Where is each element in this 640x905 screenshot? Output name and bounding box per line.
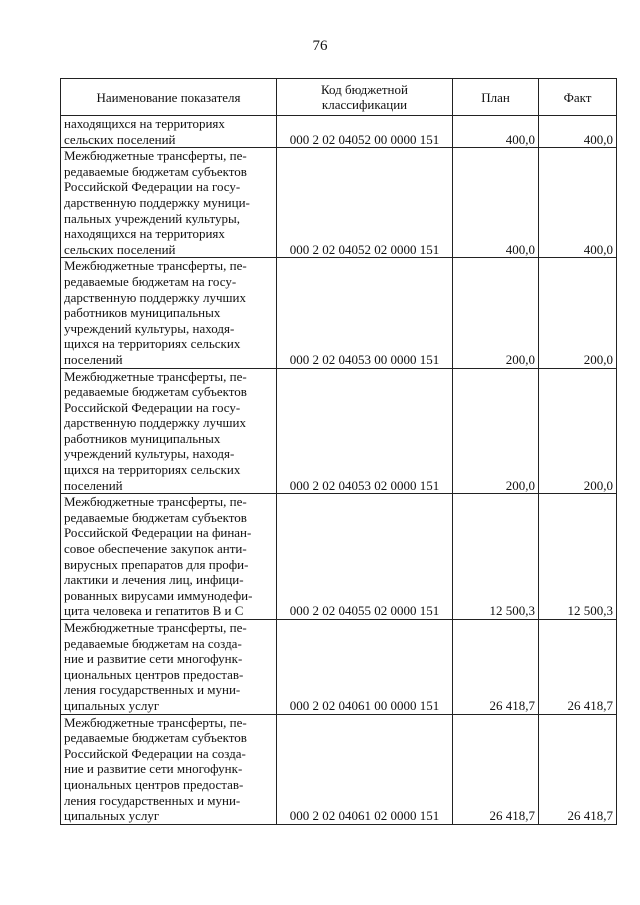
row-name-line: лактики и лечения лиц, инфици-: [64, 572, 244, 588]
row-name-line: дарственную поддержку лучших: [64, 289, 246, 305]
row-plan: 26 418,7: [453, 620, 539, 715]
row-name-line: Российской Федерации на финан-: [64, 525, 252, 541]
row-name-line: циональных центров предостав-: [64, 666, 244, 682]
row-code: 000 2 02 04053 00 0000 151: [277, 258, 453, 368]
row-name-line: ципальных услуг: [64, 697, 160, 713]
row-plan: 26 418,7: [453, 714, 539, 824]
row-name-line: редаваемые бюджетам субъектов: [64, 163, 247, 179]
row-fact: 26 418,7: [539, 714, 617, 824]
row-name-line: поселений: [64, 477, 123, 493]
row-name-line: Межбюджетные трансферты, пе-: [64, 620, 247, 635]
header-code: [277, 79, 453, 116]
row-name-line: учреждений культуры, находя-: [64, 446, 235, 462]
row-plan: 400,0: [453, 148, 539, 258]
row-name: [61, 368, 277, 494]
row-name-line: вирусных препаратов для профи-: [64, 556, 249, 572]
row-name-line: находящихся на территориях: [64, 116, 225, 131]
row-name: [61, 258, 277, 368]
row-name-line: учреждений культуры, находя-: [64, 320, 235, 336]
row-name-line: сельских поселений: [64, 131, 176, 147]
table-row: [61, 620, 617, 715]
row-name-line: ципальных услуг: [64, 808, 160, 824]
row-name-line: редаваемые бюджетам на госу-: [64, 273, 237, 289]
row-name-line: Межбюджетные трансферты, пе-: [64, 494, 247, 510]
header-code-line1: Код бюджетной: [321, 82, 408, 97]
row-fact: 400,0: [539, 116, 617, 148]
row-name-line: редаваемые бюджетам субъектов: [64, 509, 247, 525]
row-name-line: пальных учреждений культуры,: [64, 210, 240, 226]
table-row: [61, 494, 617, 620]
row-plan: 12 500,3: [453, 494, 539, 620]
row-code: 000 2 02 04053 02 0000 151: [277, 368, 453, 494]
table-row: [61, 714, 617, 824]
row-name-line: Межбюджетные трансферты, пе-: [64, 258, 247, 274]
row-name-line: поселений: [64, 351, 123, 367]
table-row: [61, 258, 617, 368]
row-name-line: рованных вирусами иммунодефи-: [64, 587, 253, 603]
row-name-line: сельских поселений: [64, 241, 176, 257]
row-name-line: находящихся на территориях: [64, 226, 225, 242]
row-name-line: редаваемые бюджетам субъектов: [64, 730, 247, 746]
row-name-line: дарственную поддержку муници-: [64, 194, 250, 210]
row-name-line: щихся на территориях сельских: [64, 462, 241, 478]
row-name-line: Российской Федерации на госу-: [64, 179, 241, 195]
header-name: Наименование показателя: [61, 79, 277, 116]
row-name-line: Межбюджетные трансферты, пе-: [64, 368, 247, 384]
header-plan: План: [453, 79, 539, 116]
table-row: [61, 116, 617, 148]
row-name: [61, 714, 277, 824]
table-body: [61, 116, 617, 825]
row-fact: 12 500,3: [539, 494, 617, 620]
row-name-line: цита человека и гепатитов В и С: [64, 603, 244, 619]
row-name-line: циональных центров предостав-: [64, 776, 244, 792]
row-name: [61, 148, 277, 258]
row-name-line: совое обеспечение закупок анти-: [64, 541, 247, 557]
row-plan: 400,0: [453, 116, 539, 148]
row-name-line: Российской Федерации на госу-: [64, 399, 241, 415]
table-row: [61, 368, 617, 494]
row-name-line: Межбюджетные трансферты, пе-: [64, 148, 247, 164]
row-name-line: ления государственных и муни-: [64, 792, 241, 808]
row-fact: 200,0: [539, 258, 617, 368]
row-code: 000 2 02 04055 02 0000 151: [277, 494, 453, 620]
row-name: [61, 494, 277, 620]
row-code: 000 2 02 04061 02 0000 151: [277, 714, 453, 824]
row-fact: 400,0: [539, 148, 617, 258]
row-fact: 26 418,7: [539, 620, 617, 715]
row-name-line: редаваемые бюджетам на созда-: [64, 635, 242, 651]
row-code: 000 2 02 04061 00 0000 151: [277, 620, 453, 715]
row-name-line: Межбюджетные трансферты, пе-: [64, 714, 247, 730]
row-name-line: ние и развитие сети многофунк-: [64, 761, 243, 777]
row-name-line: ления государственных и муни-: [64, 682, 241, 698]
row-name-line: ние и развитие сети многофунк-: [64, 651, 243, 667]
row-name-line: Российской Федерации на созда-: [64, 745, 246, 761]
row-name-line: работников муниципальных: [64, 305, 221, 321]
row-fact: 200,0: [539, 368, 617, 494]
row-plan: 200,0: [453, 258, 539, 368]
row-name: [61, 620, 277, 715]
row-code: 000 2 02 04052 00 0000 151: [277, 116, 453, 148]
header-row: [61, 79, 617, 116]
row-plan: 200,0: [453, 368, 539, 494]
header-code-line2: классификации: [321, 97, 408, 112]
row-name-line: работников муниципальных: [64, 430, 221, 446]
page-number: 76: [312, 38, 328, 54]
header-fact: Факт: [539, 79, 617, 116]
row-name-line: щихся на территориях сельских: [64, 336, 241, 352]
table-row: [61, 148, 617, 258]
row-name: [61, 116, 277, 148]
row-code: 000 2 02 04052 02 0000 151: [277, 148, 453, 258]
row-name-line: дарственную поддержку лучших: [64, 415, 246, 431]
row-name-line: редаваемые бюджетам субъектов: [64, 384, 247, 400]
budget-table: [60, 78, 617, 825]
